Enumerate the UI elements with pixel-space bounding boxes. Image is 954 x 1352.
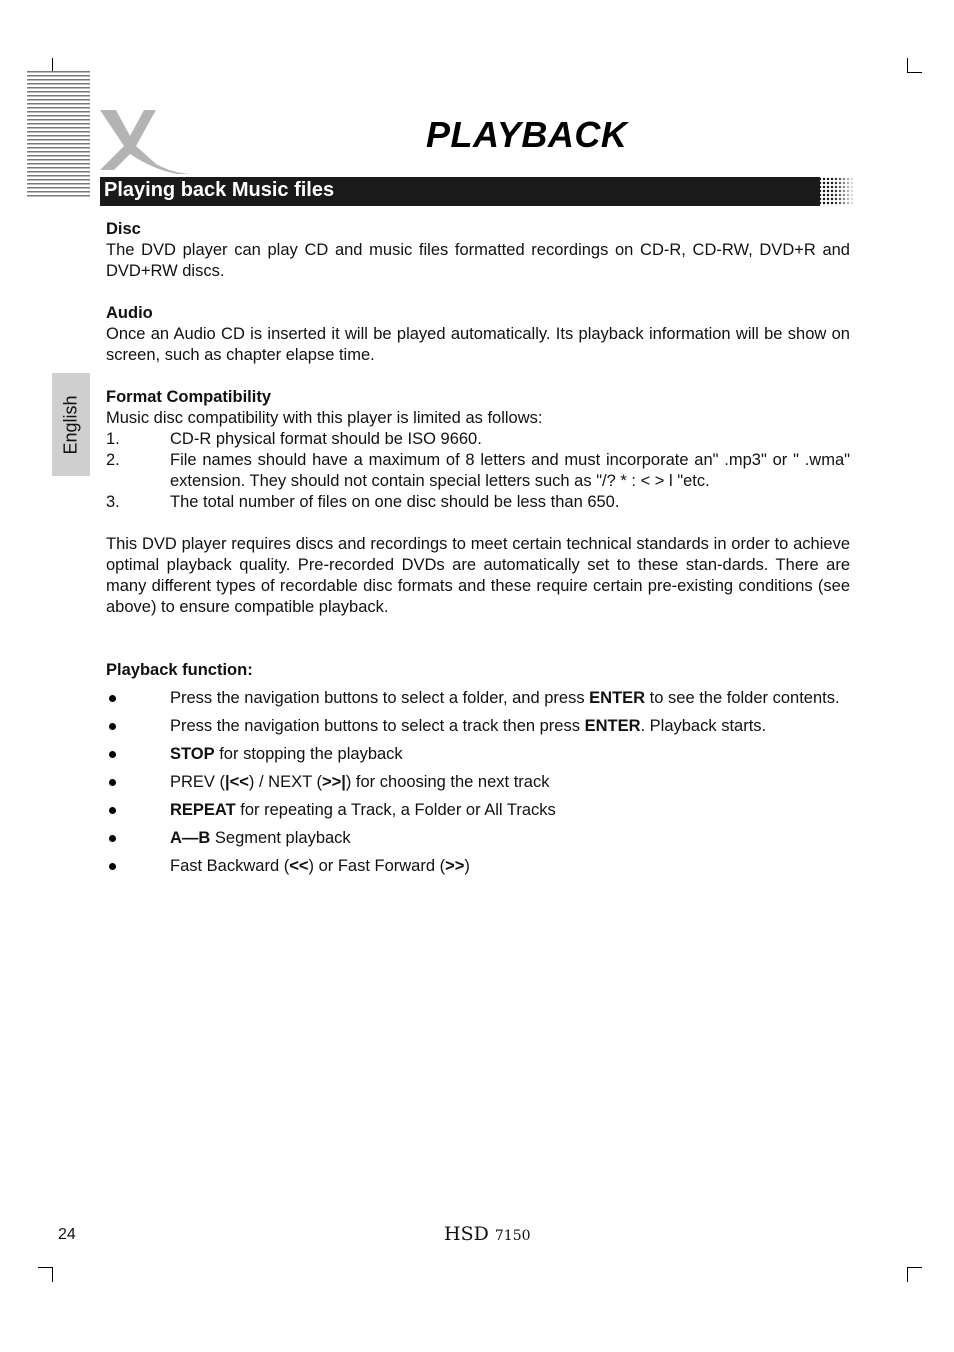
list-item: Fast Backward (<<) or Fast Forward (>>) [106, 855, 850, 877]
list-item: REPEAT for repeating a Track, a Folder or All Tracks [106, 799, 850, 821]
disc-text: The DVD player can play CD and music files formatted recordings on CD-R, CD-RW, DVD+R and DVD+RW discs. [106, 241, 850, 280]
format-list [106, 429, 850, 513]
bullet-icon [109, 835, 116, 842]
language-tab [52, 373, 90, 476]
section-header-dots [818, 177, 856, 206]
disc-heading: Disc [106, 220, 141, 238]
list-item: Press the navigation buttons to select a track then press ENTER. Playback starts. [106, 715, 850, 737]
bullet-icon [109, 863, 116, 870]
list-item: A—B Segment playback [106, 827, 850, 849]
language-label: English [60, 394, 81, 455]
header-stripes [27, 71, 90, 199]
list-item: 2. File names should have a maximum of 8 letters and must incorporate an" .mp3" or " .wma" extension. They should not contain special letters such as "/? * : < > l "etc. [106, 451, 850, 490]
standards-paragraph: This DVD player requires discs and recordings to meet certain technical standards in order to achieve optimal playback quality. Pre-recorded DVDs are automatically set to these stan-dards. There are many different types of recordable disc formats and these require certain pre-existing conditions (see above) to ensure compatible playback. [106, 535, 850, 616]
main-content [106, 219, 850, 883]
crop-mark-top-right [907, 58, 922, 73]
list-item: STOP for stopping the playback [106, 743, 850, 765]
list-item: 1. CD-R physical format should be ISO 9660. [106, 430, 482, 448]
format-intro: Music disc compatibility with this player is limited as follows: [106, 409, 543, 427]
bullet-icon [109, 779, 116, 786]
bullet-icon [109, 723, 116, 730]
audio-text: Once an Audio CD is inserted it will be played automatically. Its playback information will be show on screen, such as chapter elapse time. [106, 325, 850, 364]
playback-list [106, 687, 850, 877]
crop-mark-bottom-right [907, 1267, 922, 1282]
model-name: HSD 7150 [444, 1223, 531, 1245]
audio-heading: Audio [106, 304, 153, 322]
playback-heading: Playback function: [106, 661, 253, 679]
list-item: Press the navigation buttons to select a folder, and press ENTER to see the folder contents. [106, 687, 850, 709]
list-item: PREV (|<<) / NEXT (>>|) for choosing the next track [106, 771, 850, 793]
page-title: PLAYBACK [426, 114, 628, 155]
list-item: 3. The total number of files on one disc should be less than 650. [106, 493, 620, 511]
bullet-icon [109, 807, 116, 814]
section-title: Playing back Music files [104, 179, 335, 201]
bullet-icon [109, 695, 116, 702]
bullet-icon [109, 751, 116, 758]
crop-mark-bottom-left [38, 1267, 53, 1282]
brand-logo-icon [96, 108, 196, 176]
page-number: 24 [58, 1226, 76, 1243]
format-heading: Format Compatibility [106, 388, 272, 406]
